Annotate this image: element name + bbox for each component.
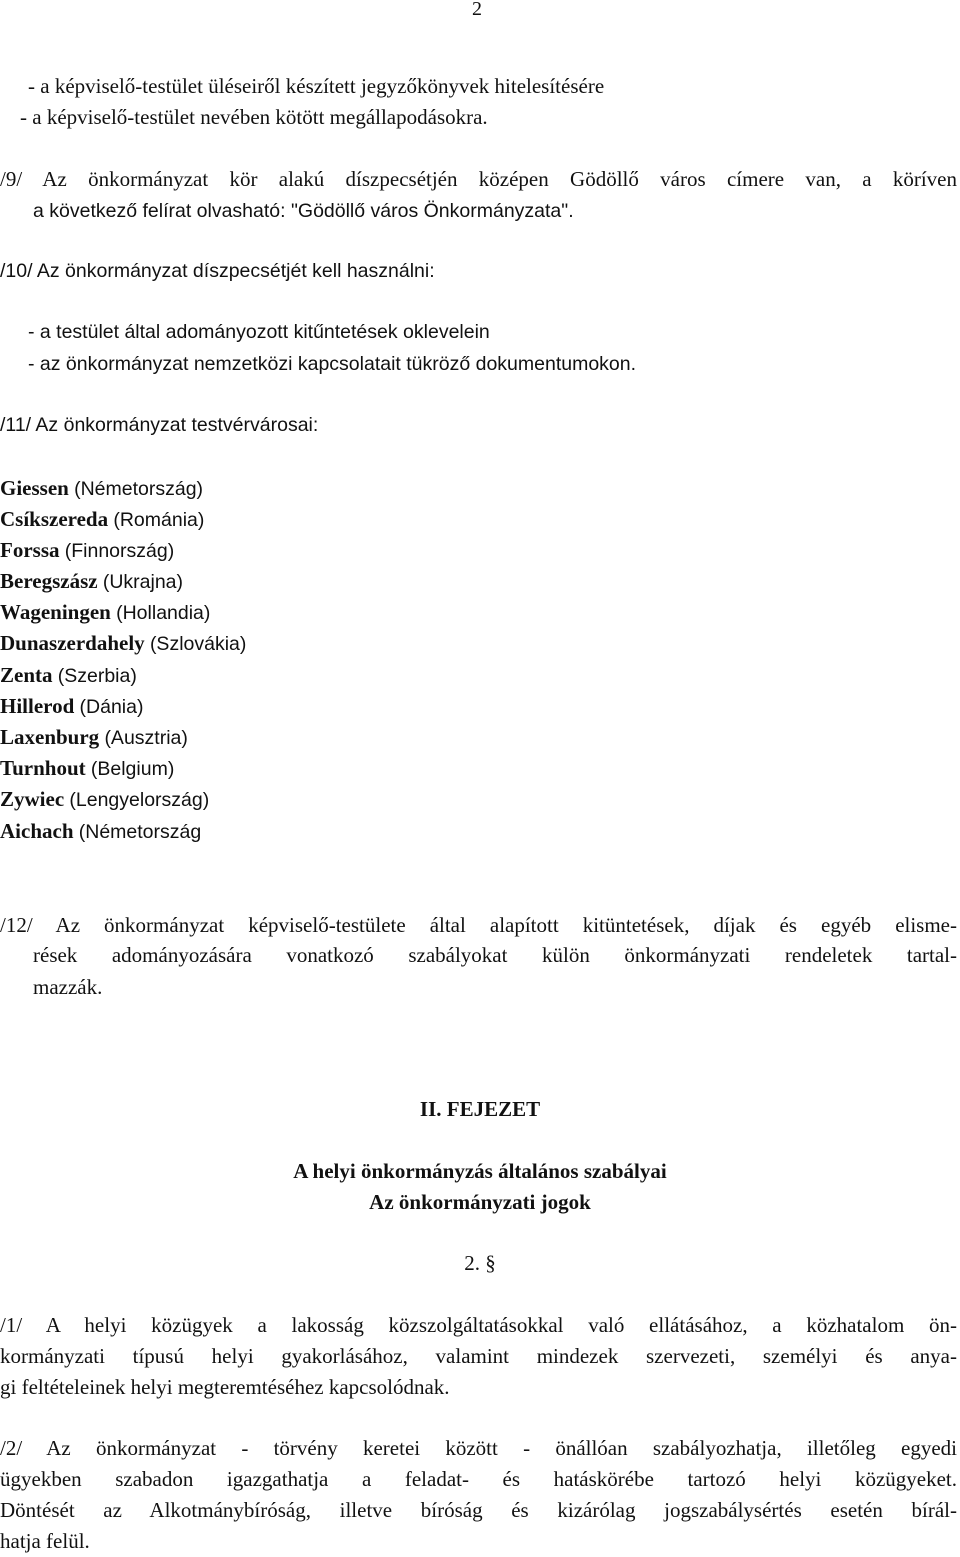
s2p2-line3: Döntését az Alkotmánybíróság, illetve bíróság és kizárólag jogszabálysértés esetén bírál- [0, 1498, 957, 1522]
sister-city [0, 476, 203, 501]
chapter-number: II. FEJEZET [419, 1097, 541, 1121]
sister-city [0, 600, 210, 625]
city-country: (Belgium) [90, 758, 175, 780]
s2p2-line4: hatja felül. [0, 1529, 90, 1553]
city-country: (Finnország) [64, 540, 175, 562]
city-country: (Románia) [113, 509, 205, 531]
city-name: Aichach [0, 819, 74, 843]
sister-city [0, 787, 209, 812]
section-number: 2. § [464, 1251, 496, 1275]
city-name: Wageningen [0, 600, 111, 624]
s2p1-line1: /1/ A helyi közügyek a lakosság közszolgáltatásokkal való ellátásához, a közhatalom ön- [0, 1313, 957, 1337]
sister-city [0, 819, 201, 844]
chapter-title: A helyi önkormányzás általános szabályai [293, 1159, 667, 1183]
s2p1-line3: gi feltételeinek helyi megteremtéséhez kapcsolódnak. [0, 1375, 450, 1399]
sister-city [0, 631, 246, 656]
sister-city [0, 507, 204, 532]
city-country: (Szlovákia) [149, 633, 247, 655]
sister-city [0, 725, 188, 750]
city-country: (Ukrajna) [102, 571, 184, 593]
intro-item: - a képviselő-testület nevében kötött megállapodásokra. [20, 105, 488, 129]
para12-line2: rések adományozására vonatkozó szabályokat külön önkormányzati rendeletek tartal- [33, 943, 957, 967]
city-country: (Németország [78, 821, 202, 843]
city-country: (Lengyelország) [69, 789, 210, 811]
city-name: Csíkszereda [0, 507, 109, 531]
para11-intro: /11/ Az önkormányzat testvérvárosai: [0, 414, 319, 436]
chapter-subtitle: Az önkormányzati jogok [369, 1190, 591, 1214]
city-name: Zywiec [0, 787, 65, 811]
para12-line3: mazzák. [33, 975, 103, 999]
city-name: Forssa [0, 538, 60, 562]
city-name: Dunaszerdahely [0, 631, 145, 655]
sister-city [0, 694, 143, 719]
para9-line1: /9/ Az önkormányzat kör alakú díszpecsétjén középen Gödöllő város címere van, a köríven [0, 167, 957, 191]
city-name: Giessen [0, 476, 69, 500]
city-country: (Hollandia) [116, 602, 211, 624]
intro-item: - a képviselő-testület üléseiről készített jegyzőkönyvek hitelesítésére [28, 74, 605, 98]
para12-line1: /12/ Az önkormányzat képviselő-testülete által alapított kitüntetések, díjak és egyéb elisme- [0, 913, 957, 937]
para10-item: - a testület által adományozott kitűntetések oklevelein [28, 321, 490, 343]
sister-city [0, 663, 137, 688]
s2p2-line2: ügyekben szabadon igazgathatja a feladat- és hatáskörébe tartozó helyi közügyeket. [0, 1467, 957, 1491]
city-country: (Ausztria) [104, 727, 188, 749]
page-number: 2 [472, 0, 482, 20]
city-country: (Németország) [74, 478, 204, 500]
para10-intro: /10/ Az önkormányzat díszpecsétjét kell használni: [0, 260, 435, 282]
city-country: (Dánia) [79, 696, 144, 718]
s2p1-line2: kormányzati típusú helyi gyakorlásához, valamint mindezek szervezeti, személyi és anya- [0, 1344, 957, 1368]
s2p2-line1: /2/ Az önkormányzat - törvény keretei között - önállóan szabályozhatja, illetőleg egyedi [0, 1436, 957, 1460]
city-name: Turnhout [0, 756, 86, 780]
para9-line2: a következő felírat olvasható: "Gödöllő város Önkormányzata". [33, 200, 574, 222]
city-name: Beregszász [0, 569, 98, 593]
sister-city [0, 756, 174, 781]
para10-item: - az önkormányzat nemzetközi kapcsolatait tükröző dokumentumokon. [28, 353, 637, 375]
sister-city [0, 538, 174, 563]
sister-city [0, 569, 183, 594]
city-country: (Szerbia) [57, 665, 137, 687]
city-name: Hillerod [0, 694, 75, 718]
city-name: Laxenburg [0, 725, 100, 749]
city-name: Zenta [0, 663, 53, 687]
